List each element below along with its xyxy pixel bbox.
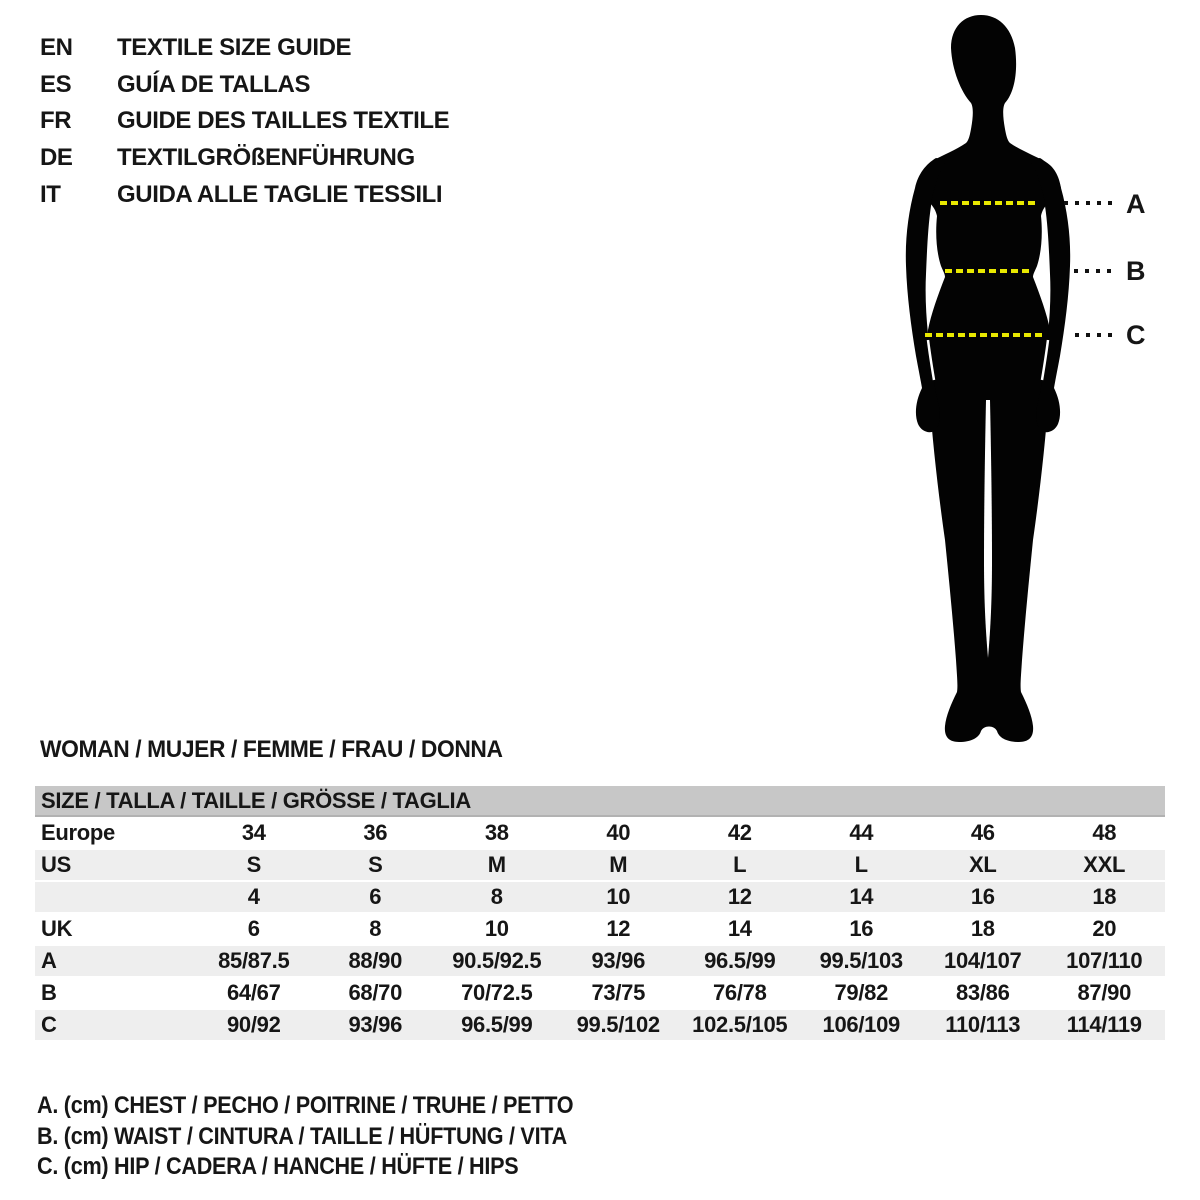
size-cell: L <box>854 852 868 877</box>
size-cell: 64/67 <box>226 980 281 1005</box>
table-row-chest-a <box>35 946 1165 978</box>
legend-chest: A. (cm) CHEST / PECHO / POITRINE / TRUHE / PETTO <box>37 1092 574 1119</box>
size-cell: 70/72.5 <box>461 980 533 1005</box>
size-cell: 93/96 <box>591 948 646 973</box>
size-cell: 18 <box>1092 884 1117 909</box>
size-cell: 88/90 <box>348 948 403 973</box>
size-cell: 68/70 <box>348 980 403 1005</box>
language-title: TEXTILGRÖßENFÜHRUNG <box>117 144 415 172</box>
size-cell: 6 <box>369 884 382 909</box>
table-row-europe <box>35 818 1165 850</box>
size-cell: 114/119 <box>1066 1012 1142 1037</box>
size-cell: 16 <box>849 916 874 941</box>
table-row-uk <box>35 914 1165 946</box>
size-cell: 106/109 <box>822 1012 900 1037</box>
row-label: A <box>41 948 57 973</box>
size-cell: 76/78 <box>712 980 767 1005</box>
language-title: TEXTILE SIZE GUIDE <box>117 34 352 62</box>
measurement-legend <box>37 1091 633 1183</box>
size-cell: 6 <box>247 916 260 941</box>
size-cell: 48 <box>1092 820 1117 845</box>
waist-label: B <box>1126 256 1146 286</box>
size-cell: 79/82 <box>834 980 889 1005</box>
row-label: Europe <box>41 820 115 845</box>
size-cell: 99.5/102 <box>576 1012 660 1037</box>
size-cell: XL <box>968 852 997 877</box>
language-row-it <box>40 176 449 213</box>
language-code: IT <box>40 180 61 208</box>
row-label: B <box>41 980 57 1005</box>
size-cell: 8 <box>490 884 503 909</box>
size-cell: 12 <box>727 884 752 909</box>
size-cell: 93/96 <box>348 1012 403 1037</box>
size-cell: 96.5/99 <box>704 948 776 973</box>
table-row-hip-c <box>35 1010 1165 1042</box>
section-title: WOMAN / MUJER / FEMME / FRAU / DONNA <box>40 736 503 763</box>
size-cell: 4 <box>247 884 260 909</box>
size-table <box>35 786 1165 1042</box>
size-cell: M <box>609 852 628 877</box>
size-cell: S <box>368 852 383 877</box>
size-cell: 110/113 <box>945 1012 1021 1037</box>
size-cell: 42 <box>727 820 752 845</box>
size-cell: 12 <box>606 916 631 941</box>
size-cell: 102.5/105 <box>692 1012 788 1037</box>
language-code: EN <box>40 34 73 62</box>
language-title: GUIDE DES TAILLES TEXTILE <box>117 107 450 135</box>
size-cell: 87/90 <box>1077 980 1132 1005</box>
row-label <box>35 882 193 912</box>
size-cell: 40 <box>606 820 631 845</box>
language-title: GUIDA ALLE TAGLIE TESSILI <box>117 180 443 208</box>
size-table-header: SIZE / TALLA / TAILLE / GRÖSSE / TAGLIA <box>35 786 1165 817</box>
size-cell: 8 <box>369 916 382 941</box>
size-cell: 85/87.5 <box>218 948 290 973</box>
size-cell: 18 <box>970 916 995 941</box>
size-cell: 96.5/99 <box>461 1012 533 1037</box>
table-row-us-numeric <box>35 882 1165 914</box>
woman-silhouette-figure <box>890 8 1160 748</box>
row-label: C <box>41 1012 57 1037</box>
language-row-fr <box>40 103 449 140</box>
size-cell: 14 <box>849 884 874 909</box>
size-cell: 36 <box>363 820 388 845</box>
size-cell: 44 <box>849 820 874 845</box>
language-code: ES <box>40 70 72 98</box>
size-cell: S <box>246 852 261 877</box>
size-cell: L <box>733 852 747 877</box>
size-cell: 107/110 <box>1066 948 1143 973</box>
size-cell: 38 <box>484 820 509 845</box>
language-title: GUÍA DE TALLAS <box>117 70 311 98</box>
table-row-waist-b <box>35 978 1165 1010</box>
chest-label: A <box>1126 189 1146 219</box>
size-cell: 99.5/103 <box>819 948 903 973</box>
row-label: US <box>41 852 71 877</box>
size-cell: 14 <box>727 916 752 941</box>
language-title-list <box>40 30 449 213</box>
language-code: DE <box>40 144 73 172</box>
language-code: FR <box>40 107 72 135</box>
size-cell: 20 <box>1092 916 1117 941</box>
size-cell: 73/75 <box>591 980 646 1005</box>
size-cell: 10 <box>484 916 509 941</box>
language-row-es <box>40 67 449 104</box>
size-cell: 90.5/92.5 <box>452 948 542 973</box>
legend-waist: B. (cm) WAIST / CINTURA / TAILLE / HÜFTUNG / VITA <box>37 1122 567 1150</box>
size-cell: 90/92 <box>226 1012 281 1037</box>
size-cell: 83/86 <box>955 980 1010 1005</box>
legend-hip: C. (cm) HIP / CADERA / HANCHE / HÜFTE / HIPS <box>37 1153 519 1181</box>
feet-notch <box>982 731 994 749</box>
size-cell: XXL <box>1083 852 1126 877</box>
table-row-us <box>35 850 1165 882</box>
size-cell: 10 <box>606 884 631 909</box>
hip-label: C <box>1126 320 1146 350</box>
size-cell: 46 <box>970 820 995 845</box>
size-cell: 104/107 <box>944 948 1022 973</box>
size-cell: 34 <box>241 820 266 845</box>
language-row-en <box>40 30 449 67</box>
size-cell: 16 <box>970 884 995 909</box>
size-cell: M <box>487 852 506 877</box>
language-row-de <box>40 140 449 177</box>
row-label: UK <box>41 916 73 941</box>
